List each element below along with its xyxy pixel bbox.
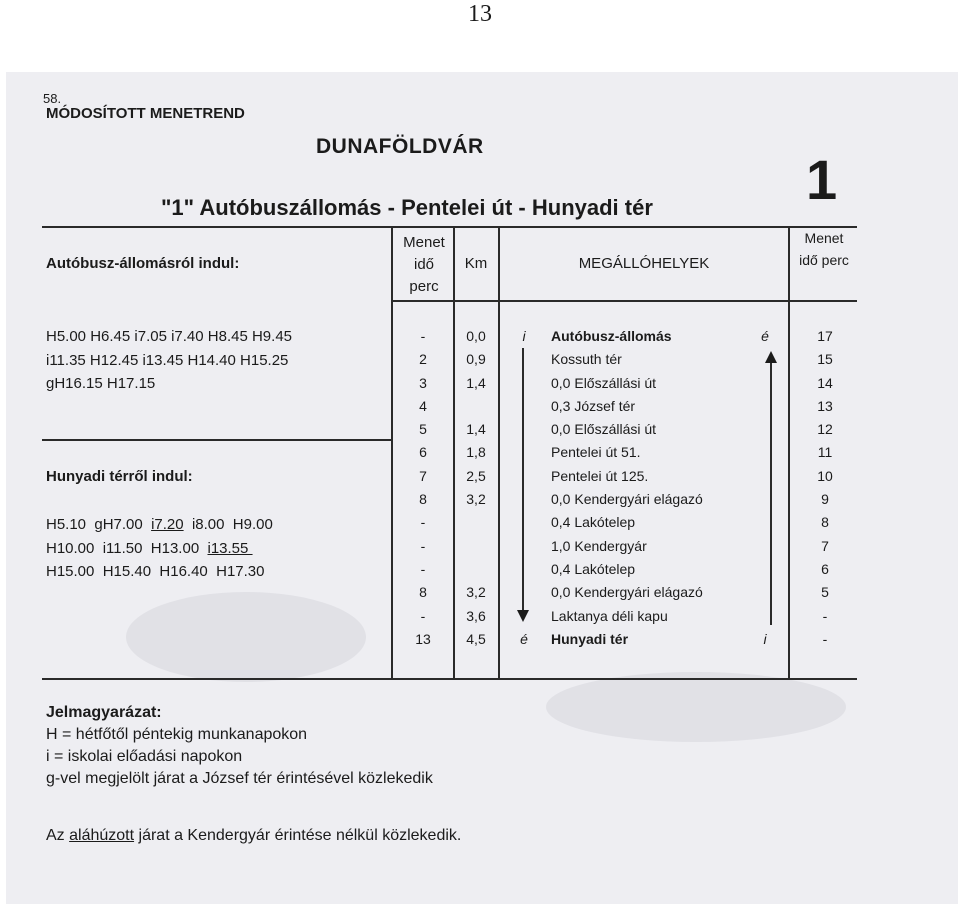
direction-mark-cell: [510, 511, 538, 534]
direction-mark-cell: i: [522, 328, 526, 344]
direction-mark-right-cell: [751, 441, 779, 464]
travel-time-left-cell: -: [420, 607, 426, 624]
underlined-departure: i7.20: [151, 516, 184, 533]
travel-time-right-cell: 12: [817, 421, 833, 438]
table-top-rule: [42, 226, 857, 228]
stop-name: 0,0 Előszállási út: [551, 374, 657, 391]
travel-time-right-cell: 9: [821, 491, 829, 508]
header-line: idő perc: [799, 252, 849, 268]
direction-mark-cell: [510, 372, 538, 395]
timetable-sheet: [6, 72, 958, 904]
legend: [46, 702, 433, 790]
hunyadi-departures: [46, 513, 273, 584]
direction-mark-right-cell: i: [763, 630, 767, 647]
direction-mark-right-cell: [751, 395, 779, 418]
legend-line: g-vel megjelölt járat a József tér érintésével közlekedik: [46, 770, 433, 787]
direction-mark-right-cell: [751, 535, 779, 558]
km-cell: 3,2: [466, 491, 486, 508]
legend-line: H = hétfőtől péntekig munkanapokon: [46, 726, 308, 743]
departure-line: [46, 537, 273, 561]
corner-number: 58.: [43, 91, 62, 106]
direction-mark-right-cell: [751, 605, 779, 628]
km-cell: 0,9: [466, 351, 486, 368]
stop-name: 0,0 Kendergyári elágazó: [551, 491, 703, 508]
departure-segment: H5.10 gH7.00: [46, 516, 152, 533]
km-cell: 1,4: [466, 374, 486, 391]
direction-mark-cell: é: [520, 630, 528, 647]
paper-smudge: [126, 592, 366, 682]
direction-mark-cell: [510, 348, 538, 371]
header-line: perc: [409, 278, 439, 295]
stop-name: Kossuth tér: [551, 351, 622, 368]
travel-time-left-cell: 6: [419, 444, 427, 461]
stop-name: 0,0 Előszállási út: [551, 421, 657, 438]
page-number: 13: [468, 1, 492, 27]
stop-name: Hunyadi tér: [551, 630, 629, 647]
direction-mark-cell: [510, 558, 538, 581]
route-title: "1" Autóbuszállomás - Pentelei út - Hunyadi tér: [161, 195, 653, 220]
travel-time-right-cell: -: [822, 607, 828, 624]
up-arrow-icon: [765, 351, 777, 363]
departure-line: [46, 560, 273, 584]
document-subtitle: MÓDOSÍTOTT MENETREND: [46, 105, 245, 122]
km-cell: 4,5: [466, 630, 486, 647]
departure-segment: i8.00 H9.00: [183, 516, 273, 533]
travel-time-right-cell: 17: [817, 328, 833, 344]
down-arrow-shaft: [522, 348, 524, 610]
section-divider-rule: [42, 439, 392, 441]
km-cell: [455, 535, 497, 558]
stop-name: 0,4 Lakótelep: [551, 560, 636, 577]
hunyadi-departure-heading: Hunyadi térről indul:: [46, 468, 193, 485]
paper-smudge: [546, 672, 846, 742]
direction-mark-right-cell: [751, 465, 779, 488]
travel-time-left-cell: -: [420, 537, 426, 554]
stop-name: Autóbusz-állomás: [551, 328, 672, 344]
departure-line: H5.00 H6.45 i7.05 i7.40 H8.45 H9.45: [46, 328, 292, 345]
travel-time-header-left: [396, 232, 452, 298]
stop-name: Laktanya déli kapu: [551, 607, 668, 624]
stops-column: [551, 325, 751, 651]
direction-mark-right-cell: [751, 558, 779, 581]
travel-time-left-cell: 4: [419, 397, 427, 414]
travel-time-header-right: [788, 227, 860, 271]
stop-name: Pentelei út 51.: [551, 444, 641, 461]
km-header: Km: [464, 255, 488, 272]
travel-time-left-cell: 2: [419, 351, 427, 368]
departure-from-station-heading: Autóbusz-állomásról indul:: [46, 255, 240, 272]
stop-name: 1,0 Kendergyár: [551, 537, 647, 554]
km-cell: 3,6: [466, 607, 486, 624]
direction-mark-right-cell: [751, 418, 779, 441]
direction-mark-cell: [510, 465, 538, 488]
departure-line: gH16.15 H17.15: [46, 375, 156, 392]
direction-mark-right-cell: [751, 372, 779, 395]
travel-time-right-cell: 13: [817, 397, 833, 414]
direction-mark-column: [510, 325, 538, 651]
header-line: Menet: [403, 234, 445, 251]
header-line: Menet: [804, 230, 844, 246]
direction-mark-right-column: [751, 325, 779, 651]
route-number: 1: [806, 148, 838, 211]
stop-name: 0,0 Kendergyári elágazó: [551, 584, 703, 601]
travel-time-left-cell: -: [420, 560, 426, 577]
departure-segment: H15.00 H15.40 H16.40 H17.30: [46, 563, 265, 580]
km-cell: 1,4: [466, 421, 486, 438]
travel-time-left-cell: 7: [419, 467, 427, 484]
stop-name: Pentelei út 125.: [551, 467, 649, 484]
up-arrow-shaft: [770, 363, 772, 625]
departure-line: [46, 513, 273, 537]
stop-name: 0,4 Lakótelep: [551, 514, 636, 531]
travel-time-right-cell: 7: [821, 537, 829, 554]
down-arrow-icon: [517, 610, 529, 622]
travel-time-left-cell: 8: [419, 491, 427, 508]
direction-mark-right-cell: [751, 581, 779, 604]
travel-time-right-cell: 10: [817, 467, 833, 484]
legend-note: [46, 825, 461, 847]
underlined-departure: i13.55: [207, 539, 253, 557]
travel-time-left-cell: 5: [419, 421, 427, 438]
km-cell: [455, 395, 497, 418]
city-title: DUNAFÖLDVÁR: [316, 135, 484, 158]
km-cell: 1,8: [466, 444, 486, 461]
direction-mark-cell: [510, 418, 538, 441]
direction-mark-right-cell: é: [761, 328, 769, 344]
direction-mark-cell: [510, 581, 538, 604]
station-departures: [46, 325, 292, 396]
direction-mark-cell: [510, 488, 538, 511]
direction-mark-cell: [510, 395, 538, 418]
legend-line: i = iskolai előadási napokon: [46, 748, 243, 765]
travel-time-right-cell: 6: [821, 560, 829, 577]
km-cell: [455, 558, 497, 581]
travel-time-right-cell: 11: [817, 444, 833, 461]
travel-time-right-cell: 14: [817, 374, 833, 391]
direction-mark-right-cell: [751, 511, 779, 534]
km-column: [455, 325, 497, 651]
note-suffix: járat a Kendergyár érintése nélkül közlekedik.: [134, 827, 462, 844]
direction-mark-cell: [510, 441, 538, 464]
travel-time-right-cell: -: [822, 630, 828, 647]
departure-line: i11.35 H12.45 i13.45 H14.40 H15.25: [46, 351, 289, 369]
travel-time-right-cell: 15: [817, 351, 833, 368]
travel-time-left-cell: 8: [419, 584, 427, 601]
travel-time-right-cell: 8: [821, 514, 829, 531]
travel-time-right-cell: 5: [821, 584, 829, 601]
direction-mark-right-cell: [751, 488, 779, 511]
travel-time-left-cell: 13: [415, 630, 431, 647]
header-line: idő: [413, 256, 435, 273]
col-divider: [498, 226, 500, 680]
travel-time-right-column: [790, 325, 860, 651]
note-underlined: aláhúzott: [69, 827, 135, 844]
direction-mark-cell: [510, 535, 538, 558]
stop-name: 0,3 József tér: [551, 397, 636, 414]
km-cell: 2,5: [466, 467, 486, 484]
travel-time-left-cell: 3: [419, 374, 427, 391]
travel-time-left-cell: -: [420, 514, 426, 531]
travel-time-left-cell: -: [420, 328, 426, 344]
km-cell: 0,0: [466, 328, 486, 344]
km-cell: [455, 511, 497, 534]
departure-segment: H10.00 i11.50 H13.00: [46, 539, 208, 557]
col-divider: [391, 226, 393, 680]
travel-time-left-column: [394, 325, 452, 651]
note-prefix: Az: [46, 827, 70, 844]
km-cell: 3,2: [466, 584, 486, 601]
stops-header: MEGÁLLÓHELYEK: [578, 255, 710, 272]
legend-title: Jelmagyarázat:: [46, 704, 162, 721]
table-bottom-rule: [42, 678, 857, 680]
